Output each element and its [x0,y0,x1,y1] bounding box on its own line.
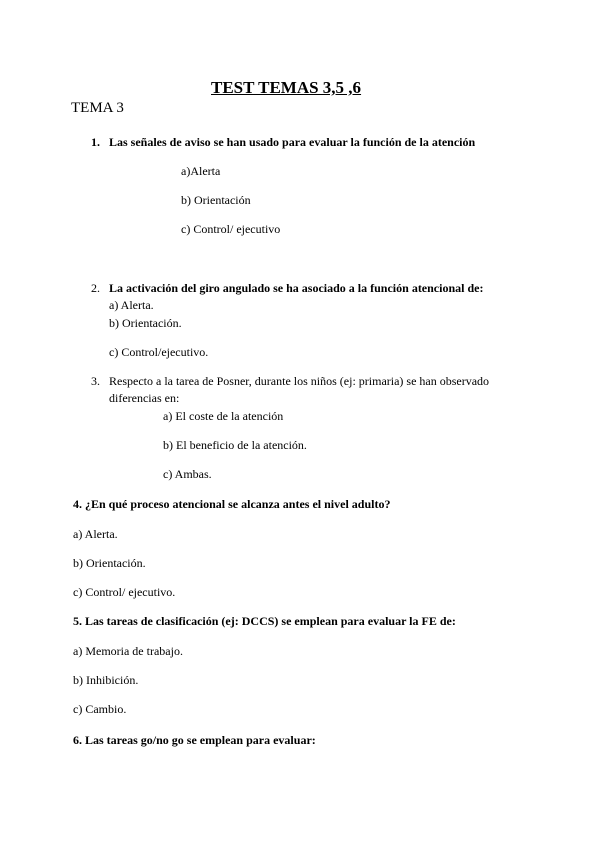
option-b: b) Orientación. [109,316,182,330]
option-c: c) Cambio. [73,702,127,716]
question-number: 2. [91,281,100,295]
document-title: TEST TEMAS 3,5 ,6 [211,78,362,97]
option-a: a) Alerta. [73,527,118,541]
option-b: b) Orientación [181,193,251,207]
section-heading: TEMA 3 [71,100,124,116]
question-text-line-1: Respecto a la tarea de Posner, durante los niños (ej: primaria) se han observado [109,374,490,388]
option-c: c) Control/ ejecutivo. [73,585,176,599]
question-text: La activación del giro angulado se ha asociado a la función atencional de: [109,281,484,295]
question-text: 5. Las tareas de clasificación (ej: DCCS) se emplean para evaluar la FE de: [73,614,456,628]
question-number: 1. [91,135,100,149]
option-c: c) Control/ ejecutivo [181,222,281,236]
option-b: b) El beneficio de la atención. [163,438,307,452]
option-a: a) El coste de la atención [163,409,284,423]
option-a: a)Alerta [181,164,221,178]
option-b: b) Orientación. [73,556,146,570]
option-a: a) Memoria de trabajo. [73,644,183,658]
question-text: 4. ¿En qué proceso atencional se alcanza antes el nivel adulto? [73,497,391,511]
option-c: c) Control/ejecutivo. [109,345,209,359]
option-b: b) Inhibición. [73,673,139,687]
question-text-line-2: diferencias en: [109,391,180,405]
option-c: c) Ambas. [163,467,212,481]
option-a: a) Alerta. [109,298,154,312]
question-text: Las señales de aviso se han usado para evaluar la función de la atención [109,135,476,149]
question-number: 3. [91,374,100,388]
question-text: 6. Las tareas go/no go se emplean para evaluar: [73,733,316,747]
